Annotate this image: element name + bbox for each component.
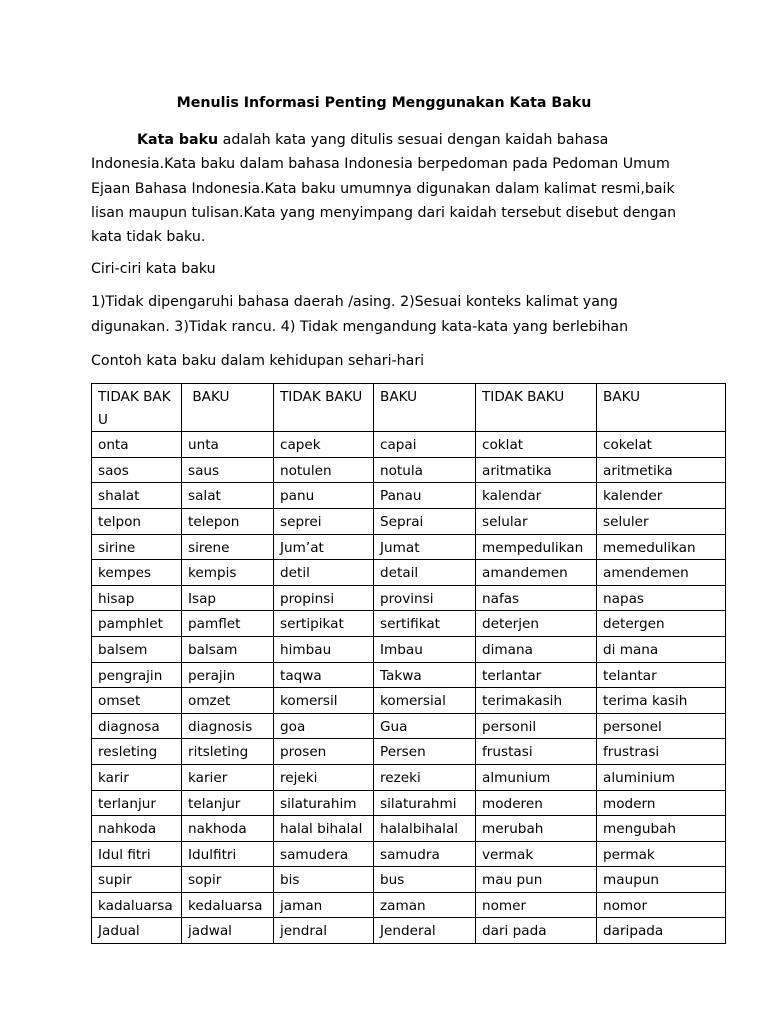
table-cell: telepon	[182, 508, 274, 534]
table-cell: halalbihalal	[374, 816, 476, 842]
table-cell: terlanjur	[92, 790, 182, 816]
table-cell: omset	[92, 688, 182, 714]
table-cell: pengrajin	[92, 662, 182, 688]
table-cell: modern	[597, 790, 726, 816]
table-cell: Isap	[182, 585, 274, 611]
table-cell: Jum’at	[274, 534, 374, 560]
table-row	[92, 457, 726, 483]
table-cell: moderen	[476, 790, 597, 816]
table-cell: capek	[274, 432, 374, 458]
document-title: Menulis Informasi Penting Menggunakan Kata Baku	[176, 95, 592, 111]
table-cell: dari pada	[476, 918, 597, 944]
table-cell: cokelat	[597, 432, 726, 458]
contoh-heading: Contoh kata baku dalam kehidupan sehari-hari	[91, 353, 425, 369]
table-cell: kempes	[92, 560, 182, 586]
table-cell: aritmatika	[476, 457, 597, 483]
table-cell: amandemen	[476, 560, 597, 586]
table-row	[92, 611, 726, 637]
table-cell: mau pun	[476, 867, 597, 893]
table-cell: rezeki	[374, 764, 476, 790]
table-cell: bis	[274, 867, 374, 893]
table-cell: terimakasih	[476, 688, 597, 714]
table-cell: Imbau	[374, 636, 476, 662]
table-row	[92, 790, 726, 816]
table-row	[92, 432, 726, 458]
table-cell: Persen	[374, 739, 476, 765]
table-cell: Jenderal	[374, 918, 476, 944]
table-cell: Idul fitri	[92, 841, 182, 867]
vocabulary-table	[91, 383, 726, 944]
table-cell: personel	[597, 713, 726, 739]
intro-line-1	[91, 128, 691, 152]
table-cell: hisap	[92, 585, 182, 611]
vocabulary-table-body	[92, 384, 726, 944]
table-cell: goa	[274, 713, 374, 739]
table-cell: aluminium	[597, 764, 726, 790]
table-cell: nomer	[476, 892, 597, 918]
intro-line-2: Indonesia.Kata baku dalam bahasa Indonesia berpedoman pada Pedoman Umum	[91, 156, 670, 173]
table-cell: merubah	[476, 816, 597, 842]
table-cell: omzet	[182, 688, 274, 714]
header-cell: BAKU	[182, 384, 274, 432]
table-cell: maupun	[597, 867, 726, 893]
table-cell: terlantar	[476, 662, 597, 688]
table-cell: jaman	[274, 892, 374, 918]
table-row	[92, 816, 726, 842]
table-row	[92, 918, 726, 944]
table-cell: selular	[476, 508, 597, 534]
table-cell: komersil	[274, 688, 374, 714]
table-cell: kalendar	[476, 483, 597, 509]
table-cell: vermak	[476, 841, 597, 867]
table-cell: karier	[182, 764, 274, 790]
table-cell: detergen	[597, 611, 726, 637]
table-cell: diagnosa	[92, 713, 182, 739]
table-cell: supir	[92, 867, 182, 893]
table-row	[92, 892, 726, 918]
table-cell: detil	[274, 560, 374, 586]
table-cell: Jadual	[92, 918, 182, 944]
table-row	[92, 764, 726, 790]
table-cell: unta	[182, 432, 274, 458]
table-cell: Gua	[374, 713, 476, 739]
table-cell: pamflet	[182, 611, 274, 637]
intro-line-5: kata tidak baku.	[91, 229, 206, 246]
table-row	[92, 483, 726, 509]
table-cell: capai	[374, 432, 476, 458]
table-row	[92, 841, 726, 867]
table-cell: propinsi	[274, 585, 374, 611]
table-cell: memedulikan	[597, 534, 726, 560]
table-row	[92, 508, 726, 534]
table-cell: himbau	[274, 636, 374, 662]
table-cell: kempis	[182, 560, 274, 586]
table-cell: sopir	[182, 867, 274, 893]
table-row	[92, 688, 726, 714]
intro-paragraph	[91, 128, 691, 249]
table-cell: permak	[597, 841, 726, 867]
table-cell: resleting	[92, 739, 182, 765]
table-row	[92, 636, 726, 662]
table-cell: nakhoda	[182, 816, 274, 842]
ciri-list	[91, 290, 628, 339]
table-cell: kadaluarsa	[92, 892, 182, 918]
table-cell: di mana	[597, 636, 726, 662]
header-cell: TIDAK BAKU	[92, 384, 182, 432]
table-cell: kalender	[597, 483, 726, 509]
table-cell: balsam	[182, 636, 274, 662]
table-cell: terima kasih	[597, 688, 726, 714]
table-header-row	[92, 384, 726, 432]
intro-line-3: Ejaan Bahasa Indonesia.Kata baku umumnya digunakan dalam kalimat resmi,baik	[91, 180, 675, 197]
table-row	[92, 585, 726, 611]
table-row	[92, 867, 726, 893]
table-cell: mengubah	[597, 816, 726, 842]
table-cell: ritsleting	[182, 739, 274, 765]
table-cell: sertipikat	[274, 611, 374, 637]
table-cell: Panau	[374, 483, 476, 509]
header-cell: BAKU	[597, 384, 726, 432]
table-cell: frustasi	[476, 739, 597, 765]
header-cell: BAKU	[374, 384, 476, 432]
table-cell: coklat	[476, 432, 597, 458]
table-cell: frustrasi	[597, 739, 726, 765]
table-cell: notula	[374, 457, 476, 483]
table-cell: Jumat	[374, 534, 476, 560]
table-cell: Takwa	[374, 662, 476, 688]
table-cell: kedaluarsa	[182, 892, 274, 918]
table-cell: nahkoda	[92, 816, 182, 842]
header-cell: TIDAK BAKU	[274, 384, 374, 432]
table-cell: perajin	[182, 662, 274, 688]
ciri-line-1: 1)Tidak dipengaruhi bahasa daerah /asing. 2)Sesuai konteks kalimat yang	[91, 294, 618, 310]
table-cell: halal bihalal	[274, 816, 374, 842]
table-cell: prosen	[274, 739, 374, 765]
table-cell: samudera	[274, 841, 374, 867]
table-cell: seprei	[274, 508, 374, 534]
table-cell: personil	[476, 713, 597, 739]
table-cell: komersial	[374, 688, 476, 714]
table-cell: sirene	[182, 534, 274, 560]
table-row	[92, 739, 726, 765]
table-cell: sertifikat	[374, 611, 476, 637]
table-cell: salat	[182, 483, 274, 509]
table-cell: jendral	[274, 918, 374, 944]
table-cell: silaturahmi	[374, 790, 476, 816]
table-cell: detail	[374, 560, 476, 586]
table-cell: nafas	[476, 585, 597, 611]
intro-line-1-text: adalah kata yang ditulis sesuai dengan kaidah bahasa	[218, 132, 609, 148]
table-cell: shalat	[92, 483, 182, 509]
table-cell: jadwal	[182, 918, 274, 944]
table-cell: balsem	[92, 636, 182, 662]
table-cell: aritmetika	[597, 457, 726, 483]
table-row	[92, 662, 726, 688]
table-cell: dimana	[476, 636, 597, 662]
table-cell: saus	[182, 457, 274, 483]
table-row	[92, 534, 726, 560]
table-cell: napas	[597, 585, 726, 611]
ciri-line-2: digunakan. 3)Tidak rancu. 4) Tidak mengandung kata-kata yang berlebihan	[91, 318, 629, 335]
table-cell: karir	[92, 764, 182, 790]
intro-line-4: lisan maupun tulisan.Kata yang menyimpang dari kaidah tersebut disebut dengan	[91, 204, 677, 221]
table-cell: telanjur	[182, 790, 274, 816]
table-cell: onta	[92, 432, 182, 458]
header-cell: TIDAK BAKU	[476, 384, 597, 432]
table-cell: Idulfitri	[182, 841, 274, 867]
table-cell: panu	[274, 483, 374, 509]
table-cell: provinsi	[374, 585, 476, 611]
table-cell: zaman	[374, 892, 476, 918]
table-cell: bus	[374, 867, 476, 893]
table-row	[92, 560, 726, 586]
intro-bold-term: Kata baku	[137, 132, 219, 148]
table-cell: almunium	[476, 764, 597, 790]
table-cell: mempedulikan	[476, 534, 597, 560]
table-cell: deterjen	[476, 611, 597, 637]
table-cell: amendemen	[597, 560, 726, 586]
table-cell: taqwa	[274, 662, 374, 688]
table-cell: Seprai	[374, 508, 476, 534]
table-cell: nomor	[597, 892, 726, 918]
table-cell: daripada	[597, 918, 726, 944]
table-cell: diagnosis	[182, 713, 274, 739]
table-cell: rejeki	[274, 764, 374, 790]
table-cell: telantar	[597, 662, 726, 688]
table-cell: saos	[92, 457, 182, 483]
table-row	[92, 713, 726, 739]
table-cell: sirine	[92, 534, 182, 560]
ciri-heading: Ciri-ciri kata baku	[91, 261, 216, 277]
table-cell: notulen	[274, 457, 374, 483]
table-cell: telpon	[92, 508, 182, 534]
table-cell: silaturahim	[274, 790, 374, 816]
table-cell: pamphlet	[92, 611, 182, 637]
table-cell: seluler	[597, 508, 726, 534]
table-cell: samudra	[374, 841, 476, 867]
